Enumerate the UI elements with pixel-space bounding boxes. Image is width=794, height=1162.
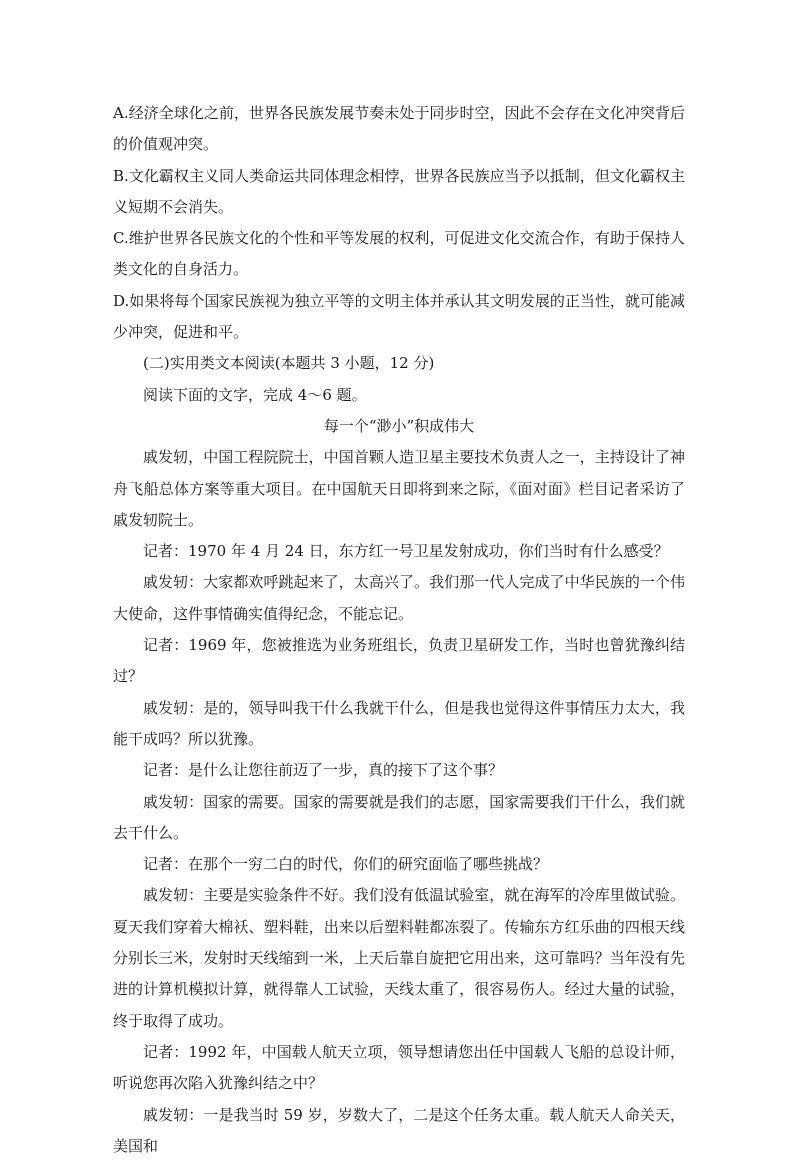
- option-d: D.如果将每个国家民族视为独立平等的文明主体并承认其文明发展的正当性，就可能减少冲突，促进和平。: [113, 286, 685, 349]
- article-paragraph: 记者：1970 年 4 月 24 日，东方红一号卫星发射成功，你们当时有什么感受？: [113, 536, 685, 567]
- article-title: 每一个“渺小”积成伟大: [113, 411, 685, 442]
- article-paragraph: 戚发轫，中国工程院院士，中国首颗人造卫星主要技术负责人之一，主持设计了神舟飞船总体方案等重大项目。在中国航天日即将到来之际，《面对面》栏目记者采访了戚发轫院士。: [113, 442, 685, 536]
- article-paragraph: 戚发轫：一是我当时 59 岁，岁数大了，二是这个任务太重。载人航天人命关天，美国和: [113, 1100, 685, 1162]
- reading-instruction: 阅读下面的文字，完成 4～6 题。: [113, 380, 685, 411]
- option-b: B.文化霸权主义同人类命运共同体理念相悖，世界各民族应当予以抵制，但文化霸权主义短期不会消失。: [113, 161, 685, 224]
- article-paragraph: 记者：是什么让您往前迈了一步，真的接下了这个事？: [113, 755, 685, 786]
- article-paragraph: 戚发轫：大家都欢呼跳起来了，太高兴了。我们那一代人完成了中华民族的一个伟大使命，这件事情确实值得纪念，不能忘记。: [113, 567, 685, 630]
- section-heading: (二)实用类文本阅读(本题共 3 小题，12 分): [113, 348, 685, 379]
- option-c: C.维护世界各民族文化的个性和平等发展的权利，可促进文化交流合作，有助于保持人类文化的自身活力。: [113, 223, 685, 286]
- document-page: [113, 98, 685, 1162]
- article-paragraph: 戚发轫：主要是实验条件不好。我们没有低温试验室，就在海军的冷库里做试验。夏天我们穿着大棉袄、塑料鞋，出来以后塑料鞋都冻裂了。传输东方红乐曲的四根天线分别长三米，发射时天线缩到一米，上天后靠自旋把它用出来，这可靠吗？当年没有先进的计算机模拟计算，就得靠人工试验，天线太重了，很容易伤人。经过大量的试验，终于取得了成功。: [113, 880, 685, 1036]
- article-paragraph: 记者：在那个一穷二白的时代，你们的研究面临了哪些挑战？: [113, 849, 685, 880]
- article-paragraph: 戚发轫：是的，领导叫我干什么我就干什么，但是我也觉得这件事情压力太大，我能干成吗？所以犹豫。: [113, 693, 685, 756]
- option-a: A.经济全球化之前，世界各民族发展节奏未处于同步时空，因此不会存在文化冲突背后的价值观冲突。: [113, 98, 685, 161]
- article-paragraph: 记者：1992 年，中国载人航天立项，领导想请您出任中国载人飞船的总设计师，听说您再次陷入犹豫纠结之中？: [113, 1037, 685, 1100]
- article-paragraph: 戚发轫：国家的需要。国家的需要就是我们的志愿，国家需要我们干什么，我们就去干什么。: [113, 787, 685, 850]
- article-paragraph: 记者：1969 年，您被推选为业务班组长，负责卫星研发工作，当时也曾犹豫纠结过？: [113, 630, 685, 693]
